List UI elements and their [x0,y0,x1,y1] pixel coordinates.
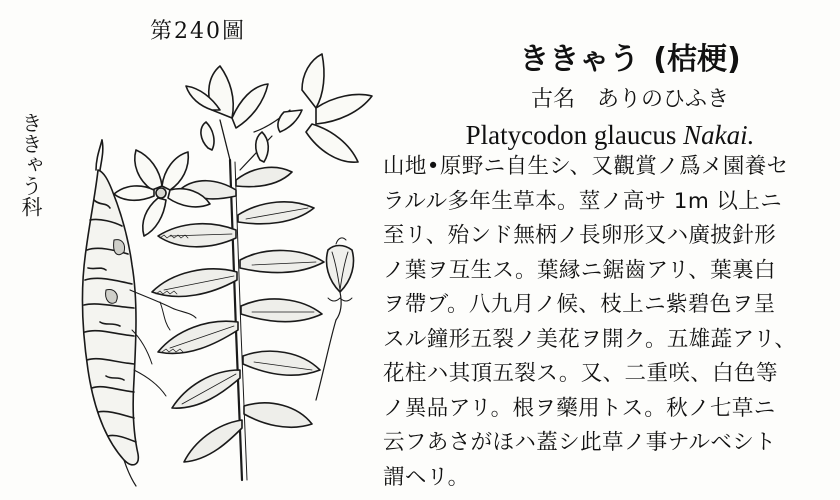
description-line: 謂ヘリ。 [383,464,470,490]
scientific-name-binomial: Platycodon glaucus [465,120,677,150]
old-name [420,84,840,116]
description-line: スル鐘形五裂ノ美花ヲ開ク。五雄蕋アリ、 [383,326,797,352]
title-kanji: (桔梗) [653,42,741,77]
plant-illustration [40,40,380,495]
description-line: ノ異品アリ。根ヲ藥用トス。秋ノ七草ニ [383,395,776,421]
scientific-name [380,118,840,152]
description-line: 山地•原野ニ自生シ、又觀賞ノ爲メ園養セ [383,154,789,179]
flowers-drawing [114,54,372,236]
title-block [380,40,840,152]
description-text [383,150,833,495]
old-name-label: 古名 [530,87,575,112]
description-line: 云フあさがほハ蓋シ此草ノ事ナルベシト [383,430,777,455]
figure-number: 第240圖 [150,19,246,44]
scientific-name-author: Nakai. [683,120,755,150]
description-line: 花柱ハ其頂五裂ス。又、二重咲、白色等 [383,361,778,386]
description-line: 至リ、殆ンド無柄ノ長卵形又ハ廣披針形 [383,223,777,248]
description-line: ノ葉ヲ互生ス。葉縁ニ鋸齒アリ、葉裏白 [383,257,776,283]
old-name-value: ありのひふき [597,87,730,112]
plant-name-title [420,40,840,80]
title-kana: ききゃう [519,42,640,77]
description-line: ヲ帶ブ。八九月ノ候、枝上ニ紫碧色ヲ呈 [383,292,776,317]
family-label: ききゃう科 [19,112,43,217]
leaves-drawing [152,167,324,462]
description-line: ラルル多年生草本。莖ノ高サ 1m 以上ニ [383,188,783,214]
